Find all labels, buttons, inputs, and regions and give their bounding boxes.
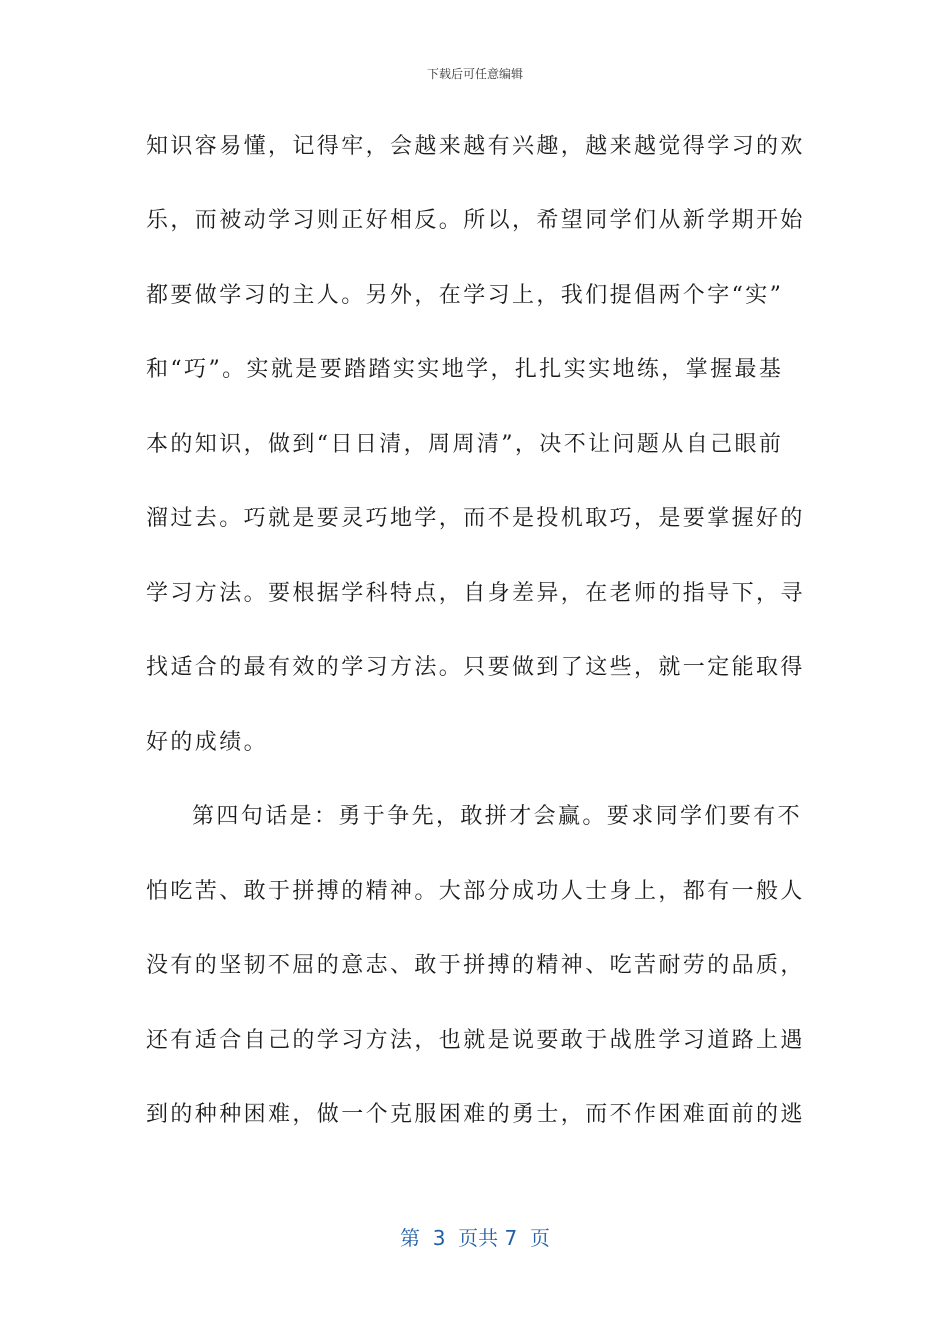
text-line: 到的种种困难，做一个克服困难的勇士，而不作困难面前的逃 [146, 1102, 805, 1127]
text-line: 乐，而被动学习则正好相反。所以，希望同学们从新学期开始 [146, 208, 805, 233]
text-line: 本的知识，做到“日日清，周周清”，决不让问题从自己眼前 [146, 432, 784, 457]
text-line: 好的成绩。 [146, 730, 269, 755]
text-line: 都要做学习的主人。另外，在学习上，我们提倡两个字“实” [146, 283, 784, 308]
paragraph-first-line: 第四句话是：勇于争先，敢拼才会赢。要求同学们要有不 [192, 804, 803, 829]
text-line: 还有适合自己的学习方法，也就是说要敢于战胜学习道路上遇 [146, 1028, 805, 1053]
text-line: 没有的坚韧不屈的意志、敢于拼搏的精神、吃苦耐劳的品质， [146, 953, 805, 978]
text-line: 和“巧”。实就是要踏踏实实地学，扎扎实实地练，掌握最基 [146, 357, 784, 382]
text-line: 知识容易懂，记得牢，会越来越有兴趣，越来越觉得学习的欢 [146, 134, 805, 159]
page-number-footer: 第 3 页共 7 页 [400, 1226, 550, 1250]
text-line: 找适合的最有效的学习方法。只要做到了这些，就一定能取得 [146, 655, 805, 680]
page-header: 下载后可任意编辑 [426, 67, 523, 81]
text-line: 溜过去。巧就是要灵巧地学，而不是投机取巧，是要掌握好的 [146, 506, 805, 531]
text-line: 学习方法。要根据学科特点，自身差异，在老师的指导下，寻 [146, 581, 805, 606]
text-line: 怕吃苦、敢于拼搏的精神。大部分成功人士身上，都有一般人 [146, 879, 805, 904]
